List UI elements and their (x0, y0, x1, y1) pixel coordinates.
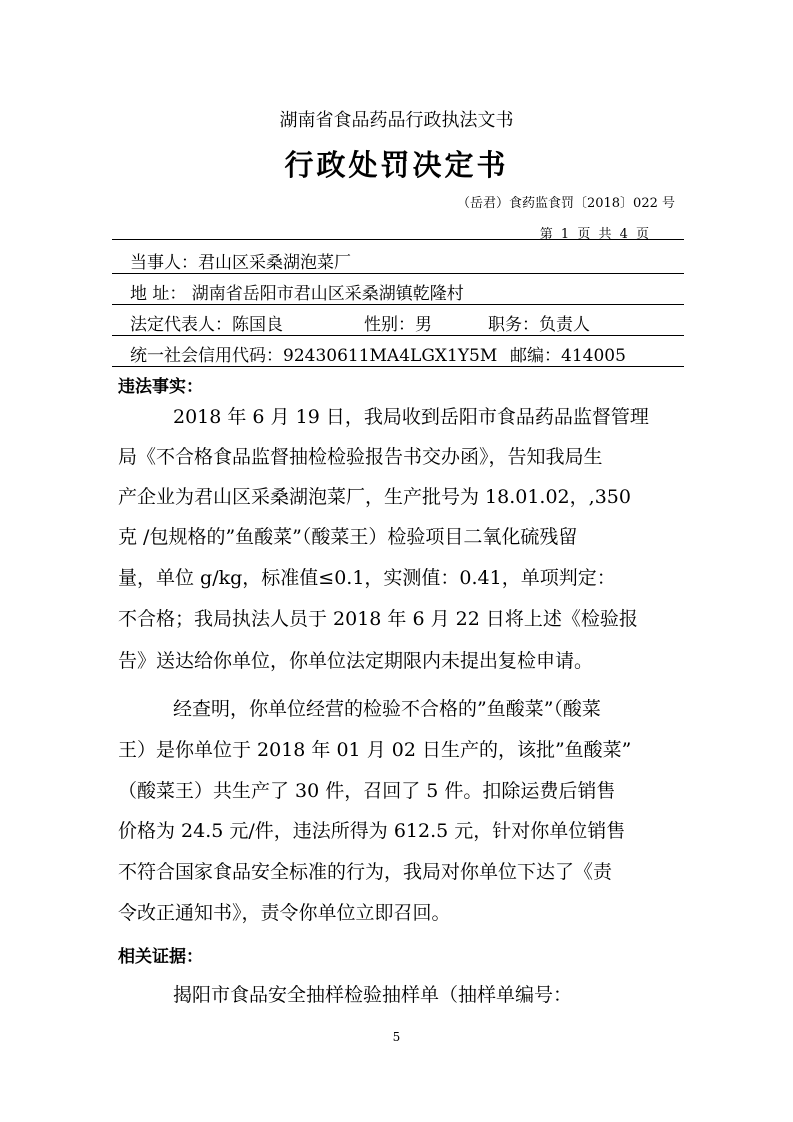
bottom-divider (112, 366, 684, 367)
paragraph-line: 王）是你单位于 2018 年 01 月 02 日生产的，该批”鱼酸菜” (118, 739, 632, 761)
postcode: 邮编：414005 (510, 346, 626, 366)
paragraph-line: 量，单位 g/kg，标准值≤0.1，实测值：0.41，单项判定： (118, 567, 616, 589)
paragraph-line: 克 /包规格的”鱼酸菜”（酸菜王）检验项目二氧化硫残留 (118, 526, 578, 548)
top-divider (112, 239, 684, 240)
gender: 性别：男 (364, 315, 432, 335)
facts-heading: 违法事实： (118, 377, 203, 397)
header-title: 湖南省食品药品行政执法文书 (279, 110, 514, 131)
party-name: 当事人：君山区采桑湖泡菜厂 (130, 253, 351, 273)
page-number: 5 (392, 1030, 401, 1044)
paragraph-line: 经查明，你单位经营的检验不合格的”鱼酸菜”（酸菜 (173, 698, 601, 720)
position: 职务：负责人 (488, 315, 590, 335)
party-legal-row (130, 310, 590, 335)
row-divider (112, 335, 684, 336)
paragraph-line: 令改正通知书》，责令你单位立即召回。 (118, 902, 451, 924)
paragraph-line: 产企业为君山区采桑湖泡菜厂，生产批号为 18.01.02，,350 (118, 486, 631, 508)
paragraph-line: 价格为 24.5 元/件，违法所得为 612.5 元，针对你单位销售 (118, 820, 626, 842)
paragraph-line: 2018 年 6 月 19 日，我局收到岳阳市食品药品监督管理 (173, 406, 649, 428)
row-divider (112, 304, 684, 305)
page-info: 第 1 页 共 4 页 (539, 227, 649, 242)
paragraph-line: 告》送达给你单位，你单位法定期限内未提出复检申请。 (118, 650, 594, 672)
evidence-heading: 相关证据： (118, 947, 203, 967)
paragraph-line: 不合格；我局执法人员于 2018 年 6 月 22 日将上述《检验报 (118, 608, 638, 630)
paragraph-line: （酸菜王）共生产了 30 件，召回了 5 件。扣除运费后销售 (118, 780, 616, 802)
paragraph-line: 局《不合格食品监督抽检检验报告书交办函》，告知我局生 (118, 446, 603, 468)
legal-representative: 法定代表人：陈国良 (130, 315, 283, 335)
credit-code: 统一社会信用代码：92430611MA4LGX1Y5M (130, 346, 498, 366)
document-title: 行政处罚决定书 (284, 148, 509, 182)
party-address: 地 址： 湖南省岳阳市君山区采桑湖镇乾隆村 (130, 284, 464, 304)
paragraph-line: 不符合国家食品安全标准的行为，我局对你单位下达了《责 (118, 861, 613, 883)
row-divider (112, 273, 684, 274)
party-code-row (130, 341, 626, 366)
document-number: （岳君）食药监食罚〔2018〕022 号 (456, 196, 675, 211)
paragraph-line: 揭阳市食品安全抽样检验抽样单（抽样单编号： (173, 984, 573, 1006)
